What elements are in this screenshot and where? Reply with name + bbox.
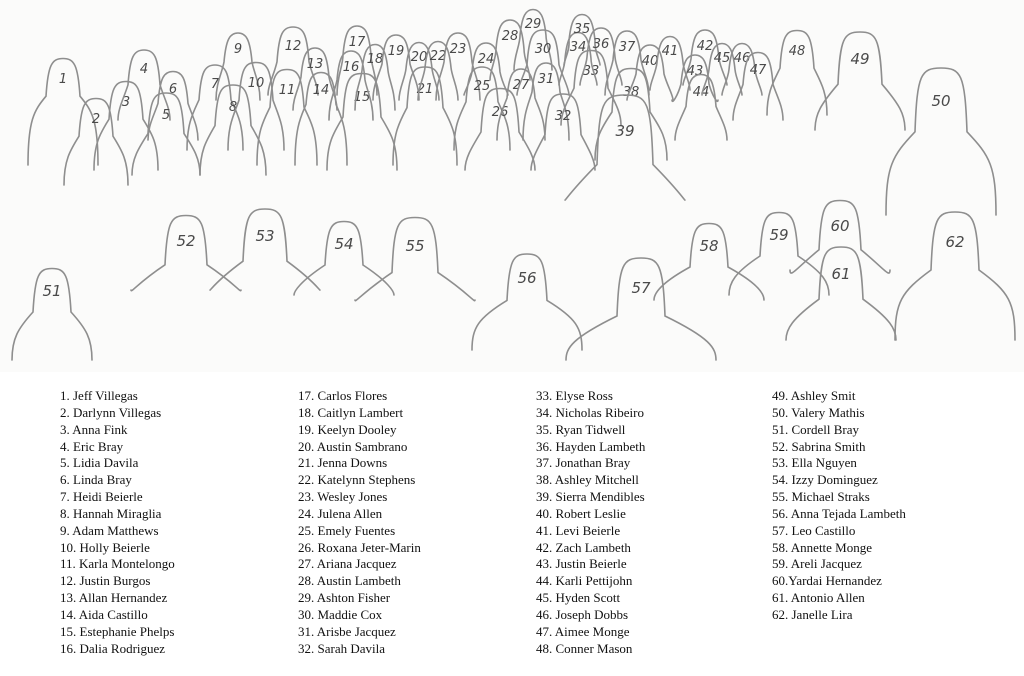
person-outline	[210, 209, 320, 290]
person-outline	[131, 216, 241, 291]
person-number-label: 26	[491, 105, 509, 120]
name-key-entry: 50. Valery Mathis	[772, 404, 865, 420]
person-number-label: 3	[121, 95, 131, 110]
name-key-entry: 61. Antonio Allen	[772, 590, 865, 606]
name-key-column	[536, 388, 766, 658]
person-number-label: 62	[945, 233, 965, 251]
name-key-entry: 12. Justin Burgos	[60, 573, 151, 589]
person-number-label: 5	[161, 108, 171, 123]
name-key-entry: 37. Jonathan Bray	[536, 455, 631, 471]
name-key-entry: 45. Hyden Scott	[536, 590, 621, 606]
person-number-label: 35	[573, 22, 591, 37]
person-number-label: 21	[416, 82, 434, 97]
name-key-entry: 3. Anna Fink	[60, 421, 128, 437]
person-number-label: 14	[312, 83, 330, 98]
person-number-label: 60	[830, 217, 850, 235]
name-key-entry: 39. Sierra Mendibles	[536, 489, 645, 505]
person-number-label: 8	[228, 100, 238, 115]
name-key-entry: 18. Caitlyn Lambert	[298, 404, 404, 420]
person-number-label: 28	[501, 29, 519, 44]
person-number-label: 55	[405, 237, 425, 255]
person-number-label: 24	[477, 52, 495, 67]
person-number-label: 58	[699, 237, 719, 255]
name-key-entry: 15. Estephanie Phelps	[60, 623, 175, 639]
person-number-label: 13	[306, 57, 324, 72]
name-key-entry: 41. Levi Beierle	[536, 522, 621, 538]
person-figure	[531, 94, 595, 170]
person-figure	[131, 216, 241, 291]
person-outline	[294, 222, 394, 296]
name-key-entry: 7. Heidi Beierle	[60, 489, 143, 505]
name-key-entry: 21. Jenna Downs	[298, 455, 388, 471]
name-key-entry: 4. Eric Bray	[60, 438, 124, 454]
person-number-label: 52	[176, 232, 196, 250]
person-number-label: 44	[692, 85, 710, 100]
person-figure	[895, 212, 1015, 340]
name-key-entry: 10. Holly Beierle	[60, 539, 150, 555]
person-number-label: 42	[696, 39, 714, 54]
person-figure	[815, 32, 905, 130]
name-key-entry: 28. Austin Lambeth	[298, 573, 401, 589]
person-figure	[886, 68, 996, 215]
name-key-entry: 32. Sarah Davila	[298, 640, 386, 656]
person-number-label: 40	[641, 54, 659, 69]
person-number-label: 37	[618, 40, 636, 55]
person-number-label: 6	[168, 82, 178, 97]
person-number-label: 9	[233, 42, 243, 57]
person-number-label: 50	[931, 92, 951, 110]
name-key-column	[298, 388, 528, 658]
person-number-label: 16	[342, 60, 360, 75]
person-number-label: 39	[615, 122, 635, 140]
name-key-entry: 54. Izzy Dominguez	[772, 472, 878, 488]
name-key-entry: 34. Nicholas Ribeiro	[536, 404, 644, 420]
person-figure	[472, 254, 582, 350]
name-key-entry: 47. Aimee Monge	[536, 623, 630, 639]
person-number-label: 25	[473, 79, 491, 94]
person-figure	[514, 10, 552, 71]
name-key-entry: 35. Ryan Tidwell	[536, 421, 626, 437]
person-number-label: 57	[631, 279, 651, 297]
person-outline	[355, 218, 475, 301]
person-number-label: 18	[366, 52, 384, 67]
person-outline	[565, 95, 685, 200]
name-key-entry: 5. Lidia Davila	[60, 455, 139, 471]
name-key-entry: 20. Austin Sambrano	[298, 438, 408, 454]
name-key-entry: 31. Arisbe Jacquez	[298, 623, 396, 639]
person-number-label: 12	[284, 39, 302, 54]
person-number-label: 10	[247, 76, 265, 91]
name-key-entry: 9. Adam Matthews	[60, 522, 159, 538]
name-key-entry: 60.Yardai Hernandez	[772, 573, 882, 589]
person-outline	[886, 68, 996, 215]
person-figure	[654, 224, 764, 301]
name-key-entry: 29. Ashton Fisher	[298, 590, 391, 606]
name-key-entry: 52. Sabrina Smith	[772, 438, 866, 454]
person-number-label: 49	[850, 50, 870, 68]
person-number-label: 31	[537, 72, 555, 87]
person-number-label: 43	[686, 64, 704, 79]
person-number-label: 11	[278, 83, 296, 98]
name-key-entry: 33. Elyse Ross	[536, 388, 613, 403]
person-figure	[148, 72, 198, 141]
person-figure	[257, 70, 317, 166]
person-figure	[595, 69, 667, 161]
name-key-entry: 19. Keelyn Dooley	[298, 421, 397, 437]
person-number-label: 36	[592, 37, 610, 52]
person-number-label: 46	[733, 51, 751, 66]
person-figure	[355, 218, 475, 301]
name-key-entry: 42. Zach Lambeth	[536, 539, 631, 555]
name-key-entry: 55. Michael Straks	[772, 489, 870, 505]
person-outline	[566, 258, 716, 360]
person-number-label: 38	[622, 85, 640, 100]
person-figure	[565, 95, 685, 200]
name-key-entry: 26. Roxana Jeter-Marin	[298, 539, 421, 555]
person-number-label: 23	[449, 42, 467, 57]
person-number-label: 30	[534, 42, 552, 57]
name-key-entry: 57. Leo Castillo	[772, 522, 856, 538]
person-number-label: 47	[749, 63, 767, 78]
name-key-entry: 53. Ella Nguyen	[772, 455, 857, 471]
name-key-entry: 58. Annette Monge	[772, 539, 873, 555]
person-outline	[786, 247, 896, 340]
name-key-entry: 62. Janelle Lira	[772, 606, 853, 622]
person-number-label: 2	[91, 112, 101, 127]
person-number-label: 61	[831, 265, 851, 283]
person-number-label: 53	[255, 227, 275, 245]
person-outline	[200, 85, 266, 175]
person-outline	[465, 89, 535, 171]
person-number-label: 20	[410, 50, 428, 65]
person-number-label: 41	[661, 44, 679, 59]
name-key-entry: 11. Karla Montelongo	[60, 556, 175, 572]
person-number-label: 7	[210, 77, 220, 92]
name-key-entry: 23. Wesley Jones	[298, 489, 388, 505]
person-number-label: 45	[713, 51, 731, 66]
person-number-label: 54	[334, 235, 354, 253]
name-key-entry: 1. Jeff Villegas	[60, 388, 138, 403]
name-key-entry: 17. Carlos Flores	[298, 388, 388, 403]
person-figure	[12, 269, 92, 361]
person-number-label: 59	[769, 226, 789, 244]
name-key-entry: 22. Katelynn Stephens	[298, 472, 416, 488]
name-key-entry: 8. Hannah Miraglia	[60, 505, 162, 521]
person-figure	[767, 31, 827, 116]
person-outline	[790, 201, 890, 274]
person-figure	[465, 89, 535, 171]
name-key-entry: 56. Anna Tejada Lambeth	[772, 505, 906, 521]
person-number-label: 33	[582, 64, 600, 79]
person-number-label: 1	[58, 72, 68, 87]
person-outline	[895, 212, 1015, 340]
name-key-entry: 59. Areli Jacquez	[772, 556, 862, 572]
name-key-entry: 51. Cordell Bray	[772, 421, 860, 437]
person-figure	[294, 222, 394, 296]
person-number-label: 27	[512, 78, 530, 93]
person-outline	[654, 224, 764, 301]
person-figure	[28, 59, 101, 166]
name-key-entry: 16. Dalia Rodriguez	[60, 640, 166, 656]
person-number-label: 32	[554, 109, 572, 124]
name-key-entry: 44. Karli Pettijohn	[536, 573, 633, 589]
person-number-label: 29	[524, 17, 542, 32]
name-key-entry: 43. Justin Beierle	[536, 556, 627, 572]
name-key-entry: 46. Joseph Dobbs	[536, 606, 629, 622]
name-key	[0, 388, 1024, 668]
name-key-entry: 36. Hayden Lambeth	[536, 438, 646, 454]
person-number-label: 15	[353, 90, 371, 105]
name-key-entry: 13. Allan Hernandez	[60, 590, 168, 606]
person-figure	[200, 85, 266, 175]
name-key-entry: 30. Maddie Cox	[298, 606, 383, 622]
person-figure	[210, 209, 320, 290]
name-key-entry: 6. Linda Bray	[60, 472, 132, 488]
person-figure	[566, 258, 716, 360]
person-figure	[786, 247, 896, 340]
name-key-entry: 2. Darlynn Villegas	[60, 404, 162, 420]
name-key-entry: 49. Ashley Smit	[772, 388, 856, 403]
person-number-label: 19	[387, 44, 405, 59]
person-outline	[595, 69, 667, 161]
person-number-label: 51	[42, 282, 62, 300]
person-number-label: 48	[788, 44, 806, 59]
person-number-label: 34	[569, 40, 587, 55]
person-number-label: 56	[517, 269, 537, 287]
name-key-entry: 40. Robert Leslie	[536, 505, 626, 521]
person-figure	[790, 201, 890, 274]
name-key-entry: 38. Ashley Mitchell	[536, 472, 639, 488]
name-key-column	[60, 388, 290, 658]
name-key-entry: 24. Julena Allen	[298, 505, 383, 521]
person-number-label: 4	[139, 62, 149, 77]
name-key-entry: 14. Aida Castillo	[60, 606, 148, 622]
name-key-column	[772, 388, 1002, 624]
person-number-label: 17	[348, 35, 366, 50]
person-outline	[815, 32, 905, 130]
name-key-entry: 25. Emely Fuentes	[298, 522, 396, 538]
person-figure	[295, 73, 347, 166]
person-outline	[531, 94, 595, 170]
name-key-entry: 27. Ariana Jacquez	[298, 556, 397, 572]
person-number-label: 22	[429, 49, 447, 64]
name-key-entry: 48. Conner Mason	[536, 640, 633, 656]
